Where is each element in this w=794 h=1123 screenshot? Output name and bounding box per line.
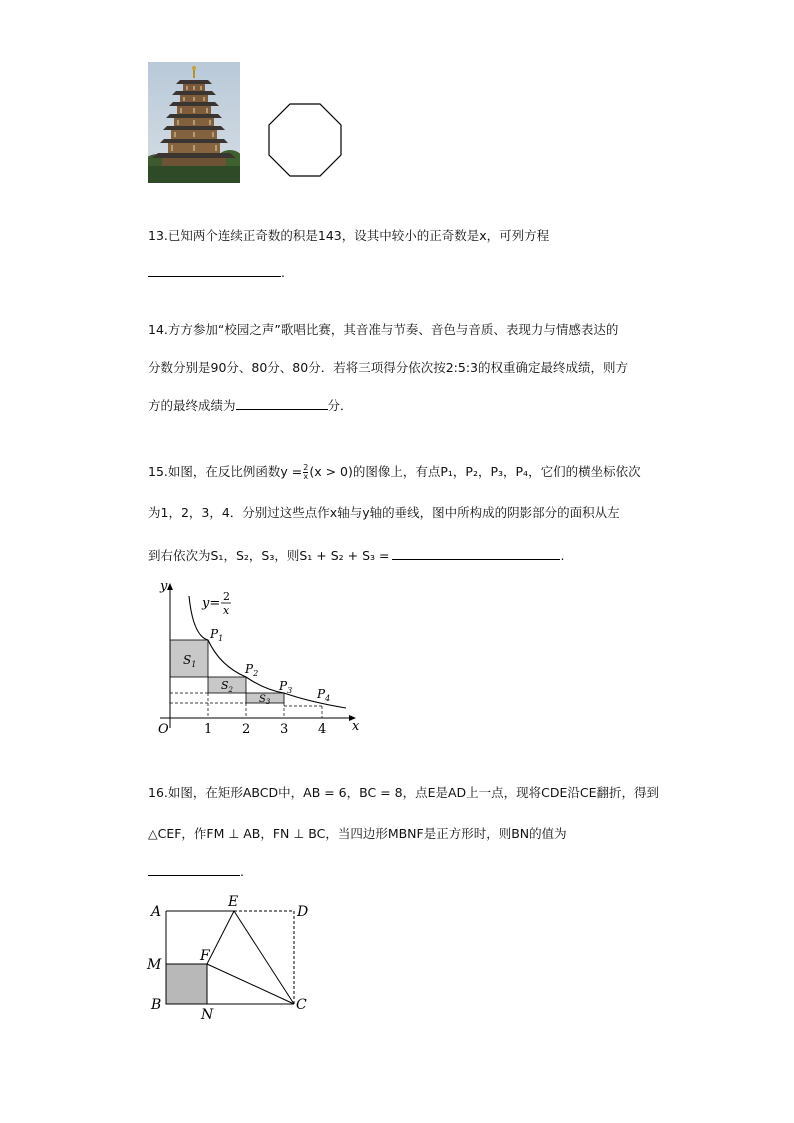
label-b: B [151, 997, 162, 1013]
q13-answer-line [148, 264, 285, 281]
tick-2: 2 [242, 722, 251, 737]
q15-condition: (x > 0) [309, 464, 353, 479]
q15-fraction [303, 464, 308, 481]
q16-line2: △CEF，作FM ⊥ AB，FN ⊥ BC，当四边形MBNF是正方形时，则BN的值为 [148, 826, 567, 841]
q14-line1: 14.方方参加“校园之声”歌唱比赛，其音准与节奏、音色与音质、表现力与情感表达的 [148, 322, 619, 337]
tick-3: 3 [280, 722, 289, 737]
q15-line1 [148, 464, 641, 481]
q15-blank[interactable] [392, 547, 560, 560]
axis-x-label: x [352, 719, 360, 734]
tick-1: 1 [204, 722, 213, 737]
q14-line3 [148, 397, 353, 414]
q13-stem: 13.已知两个连续正奇数的积是143，设其中较小的正奇数是x，可列方程 [148, 228, 550, 243]
label-f: F [200, 948, 210, 964]
q16-line1: 16.如图，在矩形ABCD中，AB = 6，BC = 8，点E是AD上一点，现将CDE沿CE翻折，得到 [148, 785, 660, 800]
func-label-num: 2 [223, 590, 230, 603]
q15-line3-text: 到右依次为S₁，S₂，S₃，则S₁ + S₂ + S₃ = [148, 548, 390, 563]
axis-y-label: y [160, 579, 168, 594]
q15-line3 [148, 547, 564, 564]
q16-end: . [240, 864, 244, 879]
q13-text [148, 228, 549, 244]
area-s3: $S_3$ [259, 694, 271, 706]
label-c: C [296, 997, 307, 1013]
point-p1: $P_1$ [210, 627, 224, 643]
func-label-y: y= [202, 596, 221, 611]
q16-figure [144, 892, 316, 1020]
area-s2: $S_2$ [221, 679, 234, 694]
q13-end: . [281, 265, 285, 280]
square-mbnf [166, 964, 207, 1004]
label-d: D [297, 904, 309, 920]
q15-end: . [560, 548, 565, 563]
area-s1: $S_1$ [183, 653, 197, 669]
pagoda-photo [148, 62, 240, 183]
q16-blank[interactable] [148, 863, 240, 876]
q15-line1-post: 的图像上，有点P₁，P₂，P₃，P₄，它们的横坐标依次 [352, 464, 641, 479]
q15-line2: 为1，2，3，4．分别过这些点作x轴与y轴的垂线，图中所构成的阴影部分的面积从左 [148, 505, 620, 520]
q15-fn-y: y = [280, 464, 303, 479]
q14-line2: 分数分别是90分、80分、80分．若将三项得分依次按2:5:3的权重确定最终成绩，则方 [148, 360, 629, 375]
point-p3: $P_3$ [279, 679, 293, 695]
tick-4: 4 [318, 722, 327, 737]
label-e: E [228, 894, 239, 910]
q15-frac-num: 2 [303, 463, 309, 472]
q14-line3-end: 分． [327, 398, 353, 413]
q13-blank[interactable] [148, 264, 281, 277]
q15-frac-den: x [303, 472, 309, 481]
label-a: A [151, 904, 162, 920]
func-label-den: x [223, 604, 230, 617]
label-n: N [201, 1007, 214, 1020]
q15-graph [150, 576, 365, 740]
point-p2: $P_2$ [245, 662, 259, 678]
q16-answer-line [148, 863, 244, 880]
q14-line3-start: 方的最终成绩为 [148, 398, 236, 413]
origin-label: O [158, 722, 169, 737]
octagon-figure [266, 102, 344, 180]
q14-blank[interactable] [236, 397, 328, 410]
q15-line1-pre: 15.如图，在反比例函数 [148, 464, 281, 479]
point-p4: $P_4$ [317, 687, 331, 703]
label-m: M [147, 957, 162, 973]
